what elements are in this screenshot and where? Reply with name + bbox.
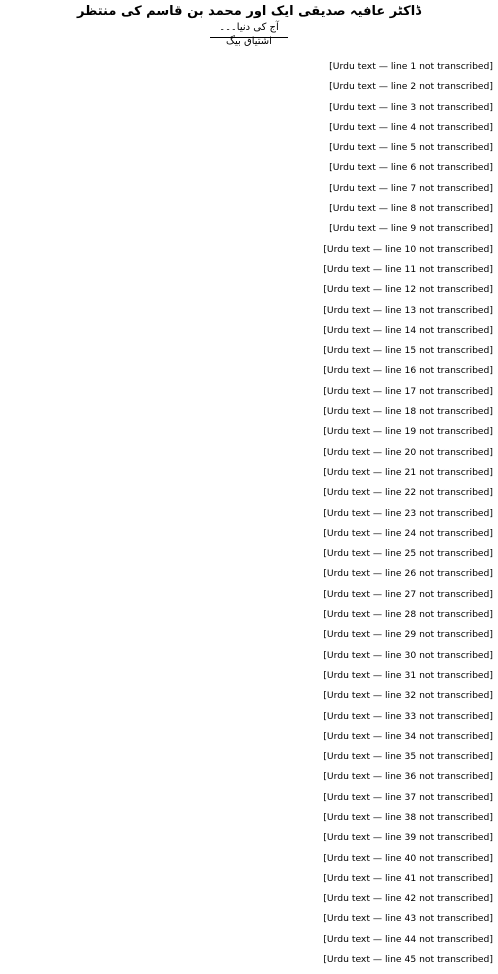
article-body-line: [Urdu text — line 45 not transcribed] — [323, 954, 493, 966]
article-body-line: [Urdu text — line 35 not transcribed] — [323, 751, 493, 763]
article-body-line: [Urdu text — line 18 not transcribed] — [323, 406, 493, 418]
byline-divider — [210, 37, 288, 38]
article-body — [0, 55, 498, 970]
article-body-line: [Urdu text — line 17 not transcribed] — [323, 385, 493, 397]
article-body-line: [Urdu text — line 6 not transcribed] — [329, 162, 493, 174]
article-body-line: [Urdu text — line 39 not transcribed] — [323, 832, 493, 844]
article-body-line: [Urdu text — line 22 not transcribed] — [323, 487, 493, 499]
article-body-line: [Urdu text — line 32 not transcribed] — [323, 690, 493, 702]
byline — [0, 21, 498, 55]
article-body-line: [Urdu text — line 37 not transcribed] — [323, 791, 493, 803]
article-body-line: [Urdu text — line 21 not transcribed] — [323, 466, 493, 478]
article-body-line: [Urdu text — line 4 not transcribed] — [329, 121, 493, 133]
article-body-line: [Urdu text — line 11 not transcribed] — [323, 263, 493, 275]
article-body-line: [Urdu text — line 34 not transcribed] — [323, 730, 493, 742]
article-body-line: [Urdu text — line 20 not transcribed] — [323, 446, 493, 458]
article-body-line: [Urdu text — line 31 not transcribed] — [323, 669, 493, 681]
article-headline: ڈاکٹر عافیہ صدیقی ایک اور محمد بن قاسم کی منتظر — [77, 4, 421, 19]
article-body-line: [Urdu text — line 10 not transcribed] — [323, 243, 493, 255]
article-body-line: [Urdu text — line 25 not transcribed] — [323, 548, 493, 560]
article-body-line: [Urdu text — line 12 not transcribed] — [323, 284, 493, 296]
article-body-line: [Urdu text — line 2 not transcribed] — [329, 81, 493, 93]
column-name: آج کی دنیا۔۔۔ — [219, 22, 279, 33]
article-body-line: [Urdu text — line 8 not transcribed] — [329, 203, 493, 215]
article-body-line: [Urdu text — line 15 not transcribed] — [323, 345, 493, 357]
article-body-line: [Urdu text — line 38 not transcribed] — [323, 811, 493, 823]
article-body-line: [Urdu text — line 44 not transcribed] — [323, 933, 493, 945]
article-body-line: [Urdu text — line 16 not transcribed] — [323, 365, 493, 377]
article-body-line: [Urdu text — line 1 not transcribed] — [329, 61, 493, 72]
article-body-line: [Urdu text — line 23 not transcribed] — [323, 507, 493, 519]
article-body-line: [Urdu text — line 13 not transcribed] — [323, 304, 493, 316]
article-body-line: [Urdu text — line 3 not transcribed] — [329, 101, 493, 113]
article-body-line: [Urdu text — line 26 not transcribed] — [323, 568, 493, 580]
article-body-line: [Urdu text — line 41 not transcribed] — [323, 872, 493, 884]
article-body-line: [Urdu text — line 42 not transcribed] — [323, 893, 493, 905]
article-body-line: [Urdu text — line 43 not transcribed] — [323, 913, 493, 925]
article-body-line: [Urdu text — line 29 not transcribed] — [323, 629, 493, 641]
article-body-line: [Urdu text — line 19 not transcribed] — [323, 426, 493, 438]
article-body-line: [Urdu text — line 30 not transcribed] — [323, 649, 493, 661]
article-body-line: [Urdu text — line 7 not transcribed] — [329, 182, 493, 194]
author-name: اشتیاق بیگ — [226, 36, 272, 47]
article-body-line: [Urdu text — line 40 not transcribed] — [323, 852, 493, 864]
article-body-line: [Urdu text — line 27 not transcribed] — [323, 588, 493, 600]
article-body-line: [Urdu text — line 5 not transcribed] — [329, 142, 493, 154]
article-body-line: [Urdu text — line 14 not transcribed] — [323, 324, 493, 336]
article-body-line: [Urdu text — line 28 not transcribed] — [323, 609, 493, 621]
article-body-line: [Urdu text — line 9 not transcribed] — [329, 223, 493, 235]
article-body-line: [Urdu text — line 33 not transcribed] — [323, 710, 493, 722]
article-body-line: [Urdu text — line 36 not transcribed] — [323, 771, 493, 783]
article-body-line: [Urdu text — line 24 not transcribed] — [323, 527, 493, 539]
